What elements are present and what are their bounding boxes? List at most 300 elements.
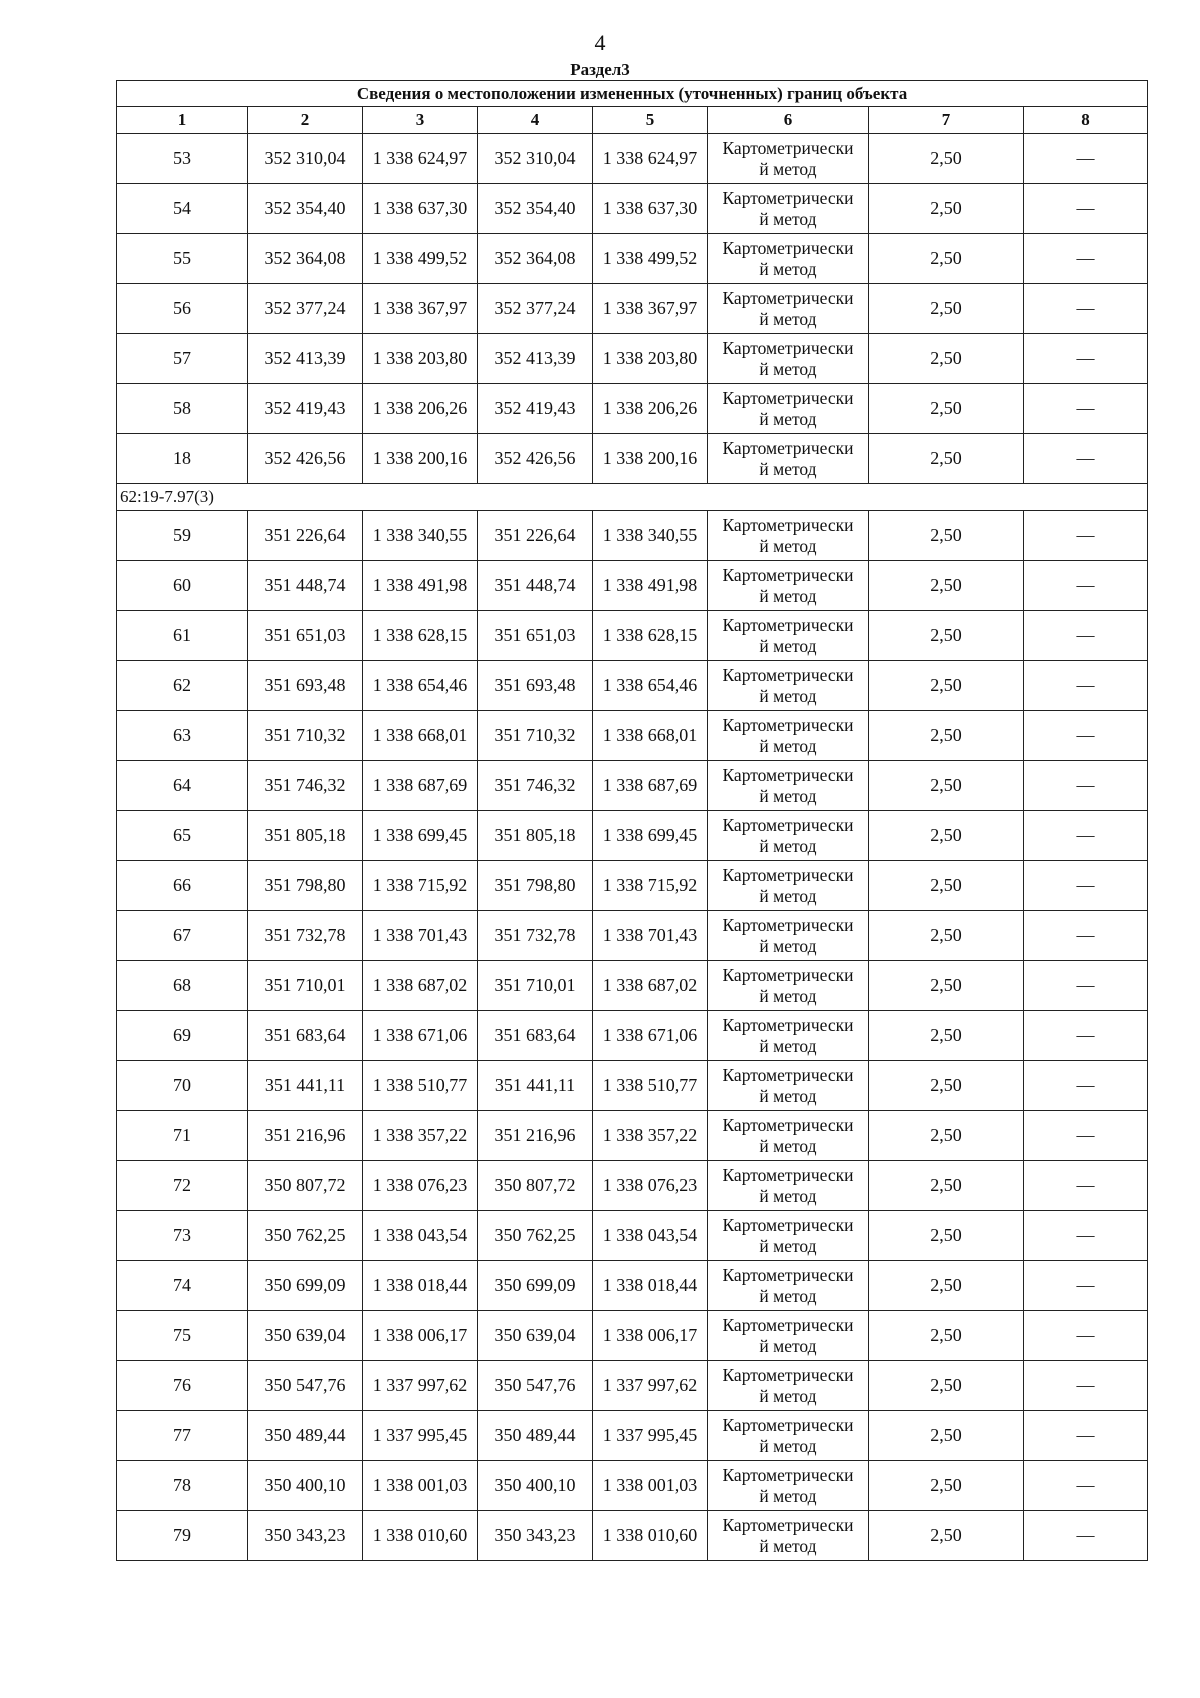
table-row (117, 334, 1148, 384)
table-row (117, 1411, 1148, 1461)
cell-y2: 1 338 715,92 (593, 861, 708, 911)
table-caption-row (117, 81, 1148, 107)
cell-y1: 1 338 699,45 (363, 811, 478, 861)
cell-method (708, 134, 869, 184)
method-line-1: Картометрически (722, 764, 854, 785)
cell-n: 56 (117, 284, 248, 334)
cell-x1: 350 547,76 (248, 1361, 363, 1411)
group-row (117, 484, 1148, 511)
cell-n: 62 (117, 661, 248, 711)
cell-x2: 352 364,08 (478, 234, 593, 284)
cell-n: 73 (117, 1211, 248, 1261)
method-line-2: й метод (759, 458, 817, 479)
cell-precision: 2,50 (869, 184, 1024, 234)
cell-method (708, 1011, 869, 1061)
column-header-row (117, 107, 1148, 134)
cell-method (708, 1411, 869, 1461)
cell-x1: 352 419,43 (248, 384, 363, 434)
cell-y2: 1 338 367,97 (593, 284, 708, 334)
cell-y2: 1 338 624,97 (593, 134, 708, 184)
boundary-coordinates-table (116, 80, 1148, 1561)
cell-x2: 352 310,04 (478, 134, 593, 184)
cell-x2: 352 354,40 (478, 184, 593, 234)
cell-y2: 1 338 010,60 (593, 1511, 708, 1561)
cell-description: — (1024, 1311, 1148, 1361)
method-line-1: Картометрически (722, 964, 854, 985)
cell-y2: 1 338 637,30 (593, 184, 708, 234)
cell-x1: 352 413,39 (248, 334, 363, 384)
cell-description: — (1024, 134, 1148, 184)
cell-y2: 1 338 206,26 (593, 384, 708, 434)
cell-description: — (1024, 1161, 1148, 1211)
cell-method (708, 661, 869, 711)
cell-x2: 351 441,11 (478, 1061, 593, 1111)
cell-x2: 350 639,04 (478, 1311, 593, 1361)
cell-description: — (1024, 384, 1148, 434)
method-line-2: й метод (759, 1385, 817, 1406)
cell-precision: 2,50 (869, 611, 1024, 661)
cell-y2: 1 338 499,52 (593, 234, 708, 284)
method-line-2: й метод (759, 785, 817, 806)
cell-x2: 350 400,10 (478, 1461, 593, 1511)
cell-method (708, 811, 869, 861)
table-body (117, 134, 1148, 1561)
group-label: 62:19-7.97(3) (117, 484, 1148, 511)
cell-y2: 1 338 628,15 (593, 611, 708, 661)
cell-y2: 1 338 203,80 (593, 334, 708, 384)
cell-description: — (1024, 434, 1148, 484)
cell-method (708, 961, 869, 1011)
method-line-1: Картометрически (722, 514, 854, 535)
cell-x1: 351 710,01 (248, 961, 363, 1011)
cell-n: 65 (117, 811, 248, 861)
cell-x1: 351 216,96 (248, 1111, 363, 1161)
cell-x2: 351 226,64 (478, 511, 593, 561)
method-line-2: й метод (759, 685, 817, 706)
method-line-2: й метод (759, 1335, 817, 1356)
cell-description: — (1024, 961, 1148, 1011)
cell-method (708, 1211, 869, 1261)
cell-method (708, 1511, 869, 1561)
table-row (117, 1061, 1148, 1111)
table-row (117, 1461, 1148, 1511)
cell-n: 60 (117, 561, 248, 611)
cell-method (708, 1111, 869, 1161)
method-line-2: й метод (759, 535, 817, 556)
cell-y2: 1 338 200,16 (593, 434, 708, 484)
method-line-2: й метод (759, 308, 817, 329)
cell-y2: 1 338 699,45 (593, 811, 708, 861)
cell-x1: 352 426,56 (248, 434, 363, 484)
cell-x1: 351 710,32 (248, 711, 363, 761)
column-header: 6 (708, 107, 869, 134)
cell-x2: 352 413,39 (478, 334, 593, 384)
cell-y2: 1 338 668,01 (593, 711, 708, 761)
cell-y2: 1 338 491,98 (593, 561, 708, 611)
table-row (117, 1511, 1148, 1561)
cell-description: — (1024, 1361, 1148, 1411)
cell-x2: 351 710,01 (478, 961, 593, 1011)
cell-method (708, 1061, 869, 1111)
method-line-1: Картометрически (722, 1364, 854, 1385)
cell-precision: 2,50 (869, 511, 1024, 561)
method-line-1: Картометрически (722, 1464, 854, 1485)
cell-x1: 352 364,08 (248, 234, 363, 284)
cell-y1: 1 338 367,97 (363, 284, 478, 334)
cell-precision: 2,50 (869, 384, 1024, 434)
table-row (117, 384, 1148, 434)
cell-y1: 1 337 997,62 (363, 1361, 478, 1411)
cell-x2: 350 343,23 (478, 1511, 593, 1561)
method-line-1: Картометрически (722, 614, 854, 635)
cell-x1: 352 377,24 (248, 284, 363, 334)
cell-description: — (1024, 1511, 1148, 1561)
method-line-1: Картометрически (722, 1414, 854, 1435)
cell-precision: 2,50 (869, 661, 1024, 711)
method-line-1: Картометрически (722, 914, 854, 935)
cell-x1: 351 693,48 (248, 661, 363, 711)
cell-x2: 350 547,76 (478, 1361, 593, 1411)
method-line-2: й метод (759, 208, 817, 229)
cell-y2: 1 338 006,17 (593, 1311, 708, 1361)
cell-precision: 2,50 (869, 1011, 1024, 1061)
cell-x1: 351 732,78 (248, 911, 363, 961)
cell-precision: 2,50 (869, 1311, 1024, 1361)
method-line-1: Картометрически (722, 1314, 854, 1335)
cell-method (708, 711, 869, 761)
method-line-2: й метод (759, 985, 817, 1006)
cell-y2: 1 337 997,62 (593, 1361, 708, 1411)
cell-description: — (1024, 1261, 1148, 1311)
table-row (117, 284, 1148, 334)
method-line-2: й метод (759, 1485, 817, 1506)
cell-description: — (1024, 334, 1148, 384)
table-row (117, 611, 1148, 661)
cell-x1: 351 226,64 (248, 511, 363, 561)
cell-n: 72 (117, 1161, 248, 1211)
cell-precision: 2,50 (869, 1461, 1024, 1511)
cell-n: 69 (117, 1011, 248, 1061)
cell-description: — (1024, 861, 1148, 911)
cell-y2: 1 338 654,46 (593, 661, 708, 711)
table-row (117, 1211, 1148, 1261)
cell-method (708, 511, 869, 561)
cell-method (708, 1261, 869, 1311)
cell-n: 77 (117, 1411, 248, 1461)
cell-description: — (1024, 1111, 1148, 1161)
cell-y1: 1 338 006,17 (363, 1311, 478, 1361)
cell-y1: 1 338 010,60 (363, 1511, 478, 1561)
method-line-1: Картометрически (722, 1114, 854, 1135)
cell-y1: 1 338 499,52 (363, 234, 478, 284)
cell-y1: 1 338 357,22 (363, 1111, 478, 1161)
cell-x2: 351 710,32 (478, 711, 593, 761)
cell-y1: 1 338 654,46 (363, 661, 478, 711)
method-line-1: Картометрически (722, 1164, 854, 1185)
column-header: 8 (1024, 107, 1148, 134)
cell-y2: 1 338 357,22 (593, 1111, 708, 1161)
cell-y1: 1 338 200,16 (363, 434, 478, 484)
cell-x2: 352 419,43 (478, 384, 593, 434)
cell-y2: 1 338 001,03 (593, 1461, 708, 1511)
cell-description: — (1024, 184, 1148, 234)
cell-n: 75 (117, 1311, 248, 1361)
cell-y1: 1 338 018,44 (363, 1261, 478, 1311)
cell-y1: 1 338 701,43 (363, 911, 478, 961)
cell-precision: 2,50 (869, 334, 1024, 384)
cell-y1: 1 338 001,03 (363, 1461, 478, 1511)
cell-n: 66 (117, 861, 248, 911)
cell-x1: 351 746,32 (248, 761, 363, 811)
table-row (117, 184, 1148, 234)
cell-description: — (1024, 1461, 1148, 1511)
cell-method (708, 861, 869, 911)
method-line-1: Картометрически (722, 814, 854, 835)
cell-n: 57 (117, 334, 248, 384)
method-line-2: й метод (759, 1035, 817, 1056)
cell-x1: 351 798,80 (248, 861, 363, 911)
table-row (117, 134, 1148, 184)
method-line-1: Картометрически (722, 137, 854, 158)
cell-y1: 1 338 637,30 (363, 184, 478, 234)
cell-y1: 1 338 668,01 (363, 711, 478, 761)
cell-description: — (1024, 1011, 1148, 1061)
cell-x2: 351 651,03 (478, 611, 593, 661)
table-row (117, 1111, 1148, 1161)
cell-x1: 350 807,72 (248, 1161, 363, 1211)
method-line-1: Картометрически (722, 437, 854, 458)
cell-precision: 2,50 (869, 961, 1024, 1011)
cell-x1: 351 448,74 (248, 561, 363, 611)
cell-y1: 1 338 715,92 (363, 861, 478, 911)
method-line-2: й метод (759, 1235, 817, 1256)
cell-method (708, 234, 869, 284)
cell-y2: 1 338 671,06 (593, 1011, 708, 1061)
cell-n: 63 (117, 711, 248, 761)
method-line-1: Картометрически (722, 1214, 854, 1235)
table-row (117, 811, 1148, 861)
cell-x1: 350 400,10 (248, 1461, 363, 1511)
table-row (117, 1261, 1148, 1311)
cell-y1: 1 338 671,06 (363, 1011, 478, 1061)
cell-precision: 2,50 (869, 1261, 1024, 1311)
cell-precision: 2,50 (869, 1361, 1024, 1411)
method-line-1: Картометрически (722, 664, 854, 685)
cell-description: — (1024, 661, 1148, 711)
table-row (117, 1361, 1148, 1411)
method-line-2: й метод (759, 258, 817, 279)
cell-n: 67 (117, 911, 248, 961)
cell-n: 74 (117, 1261, 248, 1311)
cell-y1: 1 338 206,26 (363, 384, 478, 434)
cell-description: — (1024, 1211, 1148, 1261)
cell-description: — (1024, 761, 1148, 811)
method-line-1: Картометрически (722, 287, 854, 308)
cell-precision: 2,50 (869, 861, 1024, 911)
method-line-2: й метод (759, 358, 817, 379)
cell-method (708, 1461, 869, 1511)
cell-precision: 2,50 (869, 134, 1024, 184)
section-title: Раздел3 (570, 60, 630, 79)
cell-y2: 1 338 043,54 (593, 1211, 708, 1261)
method-line-2: й метод (759, 1085, 817, 1106)
cell-description: — (1024, 234, 1148, 284)
cell-y2: 1 338 340,55 (593, 511, 708, 561)
table-row (117, 434, 1148, 484)
cell-description: — (1024, 911, 1148, 961)
cell-method (708, 611, 869, 661)
cell-precision: 2,50 (869, 1511, 1024, 1561)
cell-description: — (1024, 284, 1148, 334)
cell-method (708, 761, 869, 811)
cell-x2: 352 377,24 (478, 284, 593, 334)
cell-y1: 1 338 076,23 (363, 1161, 478, 1211)
cell-x2: 351 216,96 (478, 1111, 593, 1161)
cell-x2: 350 762,25 (478, 1211, 593, 1261)
cell-x2: 351 805,18 (478, 811, 593, 861)
method-line-2: й метод (759, 1535, 817, 1556)
table-row (117, 961, 1148, 1011)
cell-x1: 352 354,40 (248, 184, 363, 234)
cell-y1: 1 338 491,98 (363, 561, 478, 611)
cell-y2: 1 338 076,23 (593, 1161, 708, 1211)
cell-y1: 1 338 510,77 (363, 1061, 478, 1111)
column-header: 4 (478, 107, 593, 134)
table-row (117, 761, 1148, 811)
cell-method (708, 384, 869, 434)
column-header: 7 (869, 107, 1024, 134)
cell-x2: 351 683,64 (478, 1011, 593, 1061)
method-line-2: й метод (759, 1435, 817, 1456)
cell-description: — (1024, 511, 1148, 561)
method-line-1: Картометрически (722, 337, 854, 358)
cell-x1: 350 639,04 (248, 1311, 363, 1361)
column-header: 1 (117, 107, 248, 134)
cell-n: 64 (117, 761, 248, 811)
table-row (117, 661, 1148, 711)
cell-method (708, 1361, 869, 1411)
cell-n: 58 (117, 384, 248, 434)
cell-y2: 1 338 018,44 (593, 1261, 708, 1311)
method-line-2: й метод (759, 585, 817, 606)
cell-n: 79 (117, 1511, 248, 1561)
cell-method (708, 434, 869, 484)
cell-method (708, 911, 869, 961)
method-line-1: Картометрически (722, 1064, 854, 1085)
cell-precision: 2,50 (869, 284, 1024, 334)
cell-y1: 1 338 687,02 (363, 961, 478, 1011)
column-header: 5 (593, 107, 708, 134)
method-line-2: й метод (759, 158, 817, 179)
cell-y1: 1 338 043,54 (363, 1211, 478, 1261)
cell-x1: 350 762,25 (248, 1211, 363, 1261)
cell-n: 61 (117, 611, 248, 661)
table-row (117, 1311, 1148, 1361)
table-row (117, 511, 1148, 561)
cell-precision: 2,50 (869, 911, 1024, 961)
cell-method (708, 184, 869, 234)
method-line-2: й метод (759, 885, 817, 906)
method-line-2: й метод (759, 1285, 817, 1306)
method-line-2: й метод (759, 735, 817, 756)
method-line-1: Картометрически (722, 564, 854, 585)
cell-y1: 1 338 624,97 (363, 134, 478, 184)
cell-n: 55 (117, 234, 248, 284)
table-row (117, 1011, 1148, 1061)
page-number: 4 (594, 30, 606, 55)
table-row (117, 911, 1148, 961)
column-header: 2 (248, 107, 363, 134)
cell-x2: 350 699,09 (478, 1261, 593, 1311)
cell-y2: 1 338 701,43 (593, 911, 708, 961)
cell-description: — (1024, 1061, 1148, 1111)
cell-description: — (1024, 811, 1148, 861)
cell-n: 71 (117, 1111, 248, 1161)
method-line-2: й метод (759, 635, 817, 656)
cell-description: — (1024, 561, 1148, 611)
cell-x1: 350 489,44 (248, 1411, 363, 1461)
cell-precision: 2,50 (869, 711, 1024, 761)
cell-n: 18 (117, 434, 248, 484)
method-line-2: й метод (759, 835, 817, 856)
table-row (117, 711, 1148, 761)
cell-precision: 2,50 (869, 761, 1024, 811)
cell-x2: 351 798,80 (478, 861, 593, 911)
cell-method (708, 284, 869, 334)
cell-x2: 351 746,32 (478, 761, 593, 811)
cell-x2: 351 693,48 (478, 661, 593, 711)
cell-precision: 2,50 (869, 561, 1024, 611)
cell-x1: 350 699,09 (248, 1261, 363, 1311)
method-line-1: Картометрически (722, 1514, 854, 1535)
cell-n: 59 (117, 511, 248, 561)
cell-y1: 1 338 203,80 (363, 334, 478, 384)
cell-y2: 1 338 687,02 (593, 961, 708, 1011)
cell-x2: 350 489,44 (478, 1411, 593, 1461)
cell-y1: 1 338 687,69 (363, 761, 478, 811)
cell-precision: 2,50 (869, 434, 1024, 484)
cell-x1: 351 683,64 (248, 1011, 363, 1061)
cell-description: — (1024, 611, 1148, 661)
table-row (117, 1161, 1148, 1211)
cell-y2: 1 338 510,77 (593, 1061, 708, 1111)
cell-precision: 2,50 (869, 1211, 1024, 1261)
cell-n: 78 (117, 1461, 248, 1511)
method-line-2: й метод (759, 408, 817, 429)
method-line-2: й метод (759, 1185, 817, 1206)
cell-precision: 2,50 (869, 1111, 1024, 1161)
cell-precision: 2,50 (869, 811, 1024, 861)
method-line-1: Картометрически (722, 714, 854, 735)
method-line-1: Картометрически (722, 187, 854, 208)
cell-n: 68 (117, 961, 248, 1011)
cell-x2: 352 426,56 (478, 434, 593, 484)
cell-x1: 351 805,18 (248, 811, 363, 861)
cell-precision: 2,50 (869, 1161, 1024, 1211)
method-line-2: й метод (759, 1135, 817, 1156)
cell-x2: 350 807,72 (478, 1161, 593, 1211)
cell-description: — (1024, 711, 1148, 761)
cell-method (708, 334, 869, 384)
cell-y1: 1 338 628,15 (363, 611, 478, 661)
cell-y2: 1 338 687,69 (593, 761, 708, 811)
cell-precision: 2,50 (869, 1061, 1024, 1111)
method-line-1: Картометрически (722, 1014, 854, 1035)
cell-description: — (1024, 1411, 1148, 1461)
cell-y1: 1 338 340,55 (363, 511, 478, 561)
method-line-1: Картометрически (722, 1264, 854, 1285)
cell-n: 54 (117, 184, 248, 234)
